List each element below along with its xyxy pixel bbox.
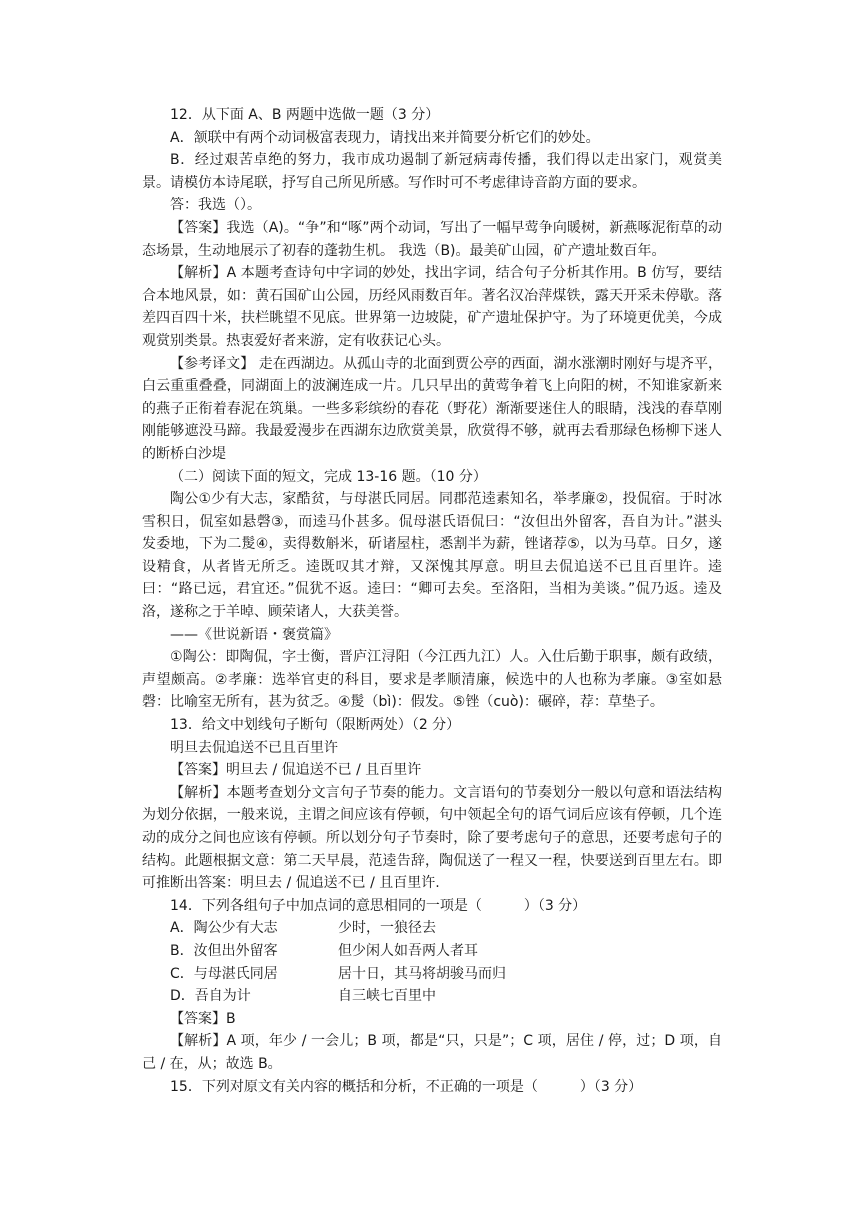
q12-translation: 【参考译文】 走在西湖边。从孤山寺的北面到贾公亭的西面，湖水涨潮时刚好与堤齐平，白云重重叠叠，同湖面上的波澜连成一片。几只早出的黄莺争着飞上向阳的树，不知谁家新来的燕子正衔着春泥在筑巢。一些多彩缤纷的春花（野花）渐渐要迷住人的眼睛，浅浅的春草刚刚能够遮没马蹄。我最爱漫步在西湖东边欣赏美景，欣赏得不够，就再去看那绿色杨柳下迷人的断桥白沙堤 [142, 355, 722, 462]
q14-option-right: 少时，一狼径去 [338, 920, 436, 937]
q14-option-row [142, 963, 722, 986]
q12-analysis: 【解析】A 本题考查诗句中字词的妙处，找出字词，结合句子分析其作用。B 仿写，要结合本地风景，如：黄石国矿山公园，历经风雨数百年。著名汉冶萍煤铁，露天开采未停歇。落差四百四十米，扶栏眺望不见底。世界第一边坡陡，矿产遗址保护守。为了环境更优美，今成观赏别类景。热衷爱好者来游，定有收获记心头。 [142, 265, 722, 349]
q13-sentence: 明旦去侃追送不已且百里许 [170, 739, 338, 756]
section2-passage: 陶公①少有大志，家酷贫，与母湛氏同居。同郡范逵素知名，举孝廉②，投侃宿。于时冰雪积日，侃室如悬磬③，而逵马仆甚多。侃母湛氏语侃曰：“汝但出外留客，吾自为计。”湛头发委地，下为二髲④，卖得数斛米，斫诸屋柱，悉割半为薪，锉诸荐⑤，以为马草。日夕，遂设精食，从者皆无所乏。逵既叹其才辩，又深愧其厚意。明旦去侃追送不已且百里许。逵曰：“路已远，君宜还。”侃犹不返。逵曰：“卿可去矣。至洛阳，当相为美谈。”侃乃返。逵及洛，遂称之于羊晫、顾荣诸人，大获美誉。 [142, 491, 722, 621]
section2-heading: （二）阅读下面的短文，完成 13-16 题。（10 分） [170, 468, 487, 485]
q15-title: 15．下列对原文有关内容的概括和分析，不正确的一项是（ ）（3 分） [170, 1078, 643, 1095]
q13-analysis: 【解析】本题考查划分文言句子节奏的能力。文言语句的节奏划分一般以句意和语法结构为划分依据，一般来说，主谓之间应该有停顿，句中领起全句的语气词后应该有停顿，几个连动的成分之间也应该有停顿。所以划分句子节奏时，除了要考虑句子的意思，还要考虑句子的结构。此题根据文意：第二天早晨，范逵告辞，陶侃送了一程又一程，快要送到百里左右。即可推断出答案：明旦去 / 侃追送不已 / 且百里许. [142, 784, 722, 892]
q14-title: 14．下列各组句子中加点词的意思相同的一项是（ ）（3 分） [170, 897, 587, 914]
q12-option-b: B．经过艰苦卓绝的努力，我市成功遏制了新冠病毒传播，我们得以走出家门，观赏美景。请模仿本诗尾联，抒写自己所见所感。写作时可不考虑律诗音韵方面的要求。 [142, 152, 722, 191]
q14-option-left: D．吾自为计 [170, 988, 251, 1005]
q14-option-row [142, 985, 722, 1008]
q14-option-right: 自三峡七百里中 [338, 988, 436, 1005]
q14-option-right: 但少闲人如吾两人者耳 [338, 942, 478, 959]
q12-title: 12．从下面 A、B 两题中选做一题（3 分） [170, 107, 440, 123]
q12-option-a: A．颔联中有两个动词极富表现力，请找出来并简要分析它们的妙处。 [170, 129, 600, 146]
q14-analysis: 【解析】A 项，年少 / 一会儿；B 项，都是“只，只是”；C 项，居住 / 停，过；D 项，自己 / 在，从；故选 B。 [142, 1033, 722, 1072]
section2-source: ——《世说新语・褒赏篇》 [170, 626, 338, 643]
q14-option-row [142, 940, 722, 963]
q14-option-left: B．汝但出外留客 [170, 942, 278, 959]
q14-answer: 【答案】B [170, 1010, 236, 1027]
document-body [142, 104, 722, 1098]
q13-title: 13．给文中划线句子断句（限断两处）（2 分） [170, 717, 461, 734]
q13-answer: 【答案】明旦去 / 侃追送不已 / 且百里许 [170, 762, 422, 779]
section2-notes: ①陶公：即陶侃，字士衡，晋庐江浔阳（今江西九江）人。入仕后勤于职事，颇有政绩，声望颇高。②孝廉：选举官吏的科目，要求是孝顺清廉，候选中的人也称为孝廉。③室如悬磬：比喻室无所有，甚为贫乏。④髲（bì)：假发。⑤锉（cuò)：碾碎，荐：草垫子。 [142, 649, 722, 711]
q14-option-left: A．陶公少有大志 [170, 920, 278, 937]
q14-option-left: C．与母湛氏同居 [170, 965, 278, 982]
q12-answer: 【答案】我选（A)。“争”和“啄”两个动词，写出了一幅早莺争向暖树，新燕啄泥衔草的动态场景，生动地展示了初春的蓬勃生机。 我选（B)。最美矿山园，矿产遗址数百年。 [142, 219, 722, 259]
q12-answer-prompt: 答：我选（）。 [170, 197, 261, 214]
q14-option-right: 居十日，其马将胡骏马而归 [338, 965, 506, 982]
q14-option-row [142, 917, 722, 940]
